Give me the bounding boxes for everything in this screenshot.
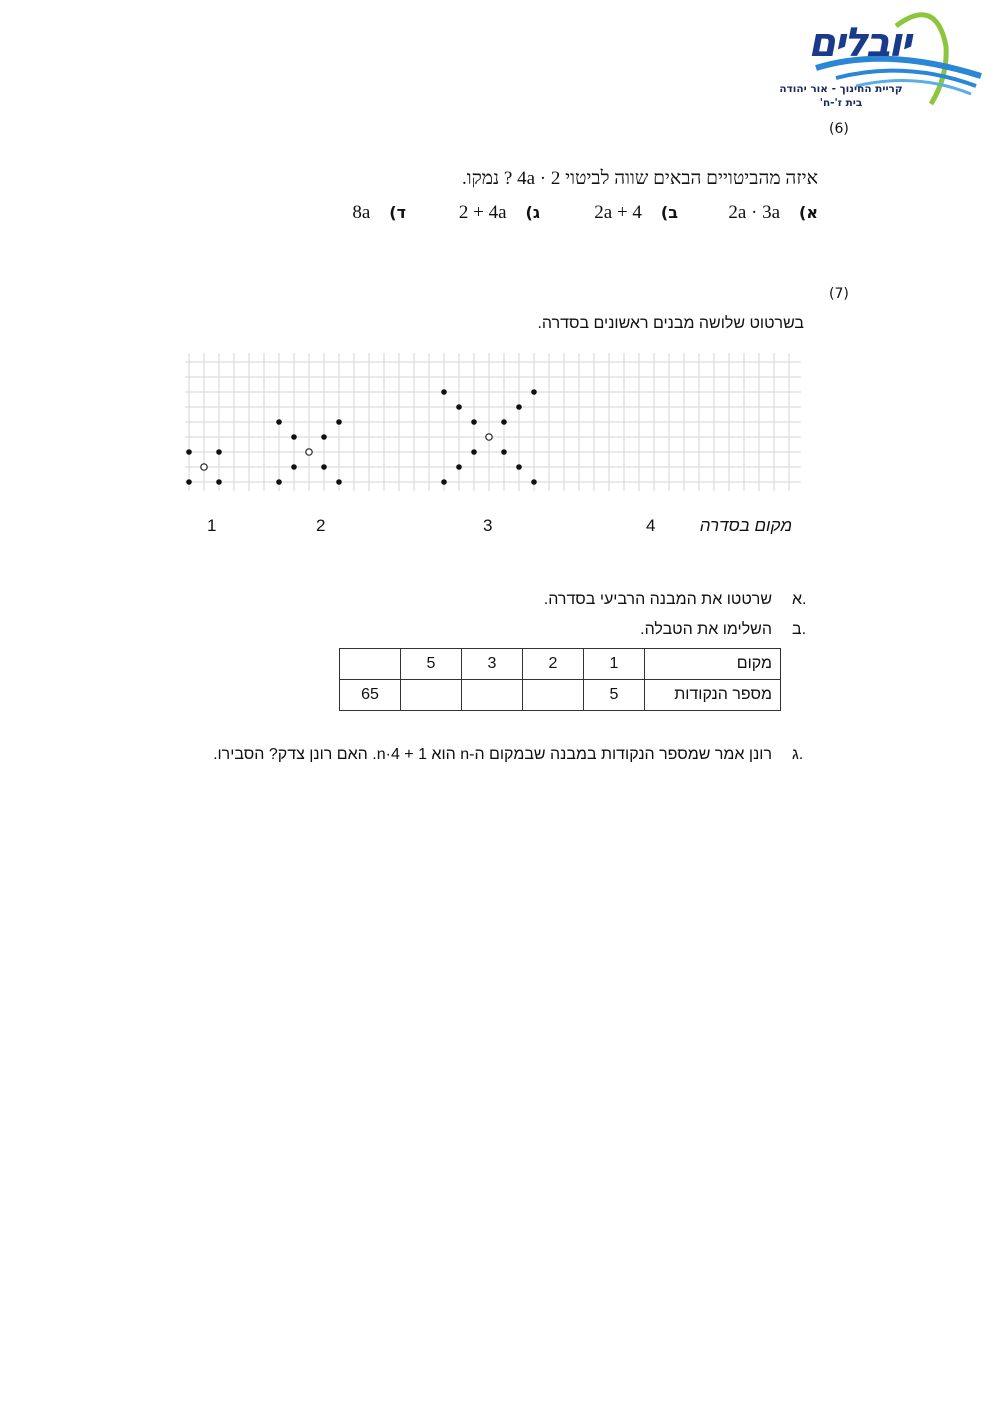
part-a-letter: א. [792,591,807,608]
part-b-text: השלימו את הטבלה. [640,621,772,638]
pattern-dot [441,389,447,395]
option-expr: 2a + 4 [594,202,642,223]
table-cell: 2 [523,649,584,680]
table-cell[interactable] [462,680,523,711]
logo-word: יובלים [808,20,910,66]
question-6-option-d [352,202,406,224]
table-row-points [340,680,781,711]
table-cell: 65 [340,680,401,711]
pattern-dot [456,404,462,410]
option-letter: (ג [525,203,540,222]
question-6-option-a [728,202,818,224]
pattern-dot [471,419,477,425]
center-dot [201,464,207,470]
pattern-dot [501,449,507,455]
pattern-dot [186,449,192,455]
pattern-dot [276,419,282,425]
table-cell[interactable] [340,649,401,680]
option-letter: (ב [660,203,678,222]
pattern-grid-figure [185,353,801,493]
pattern-dot [276,479,282,485]
position-label-3: 3 [483,516,493,535]
pattern-dot [321,464,327,470]
table-cell: 3 [462,649,523,680]
table-cell[interactable] [401,680,462,711]
part-c-letter: ג. [792,746,804,763]
question-6-number: (6) [829,121,849,137]
pattern-dot [336,419,342,425]
option-expr: 2a · 3a [728,202,781,223]
table-cell: 5 [401,649,462,680]
pattern-dot [516,464,522,470]
part-b-letter: ב. [792,621,807,638]
question-6-option-c [459,202,540,224]
question-6-option-b [594,202,678,224]
center-dot [306,449,312,455]
pattern-dot [186,479,192,485]
table-row-position [340,649,781,680]
pattern-dot [441,479,447,485]
position-label-2: 2 [316,516,326,535]
option-expr: 2 + 4a [458,202,507,223]
table-cell: 5 [584,680,645,711]
question-6-title: איזה מהביטויים הבאים שווה לביטוי 2 · 4a ? נמקו. [461,168,818,189]
position-axis-label: מקום בסדרה [699,516,792,535]
pattern-dot [531,479,537,485]
table-row-header: מספר הנקודות [645,680,781,711]
position-label-1: 1 [207,516,217,535]
logo-line-2: בית ז'-ח' [819,97,863,109]
school-logo [776,6,986,112]
points-table [339,648,781,711]
table-row-header: מקום [645,649,781,680]
option-expr: 8a [352,202,371,223]
option-letter: (ד [389,203,406,222]
pattern-dot [291,464,297,470]
pattern-dot [516,404,522,410]
option-letter: (א [799,203,818,222]
pattern-dot [336,479,342,485]
table-cell[interactable] [523,680,584,711]
logo-line-1: קריית החינוך - אור יהודה [779,83,903,95]
pattern-dot [216,449,222,455]
pattern-dot [321,434,327,440]
part-c-text: רונן אמר שמספר הנקודות במבנה שבמקום ה-n הוא 1 + 4·n. האם רונן צדק? הסבירו. [213,746,772,763]
table-cell: 1 [584,649,645,680]
pattern-dot [531,389,537,395]
pattern-dot [216,479,222,485]
position-label-4: 4 [646,516,656,535]
pattern-dot [291,434,297,440]
pattern-dot [471,449,477,455]
question-7-number: (7) [829,286,849,302]
part-a-text: שרטטו את המבנה הרביעי בסדרה. [543,591,772,608]
pattern-dot [456,464,462,470]
question-7-intro: בשרטוט שלושה מבנים ראשונים בסדרה. [537,315,804,332]
center-dot [486,434,492,440]
pattern-dot [501,419,507,425]
